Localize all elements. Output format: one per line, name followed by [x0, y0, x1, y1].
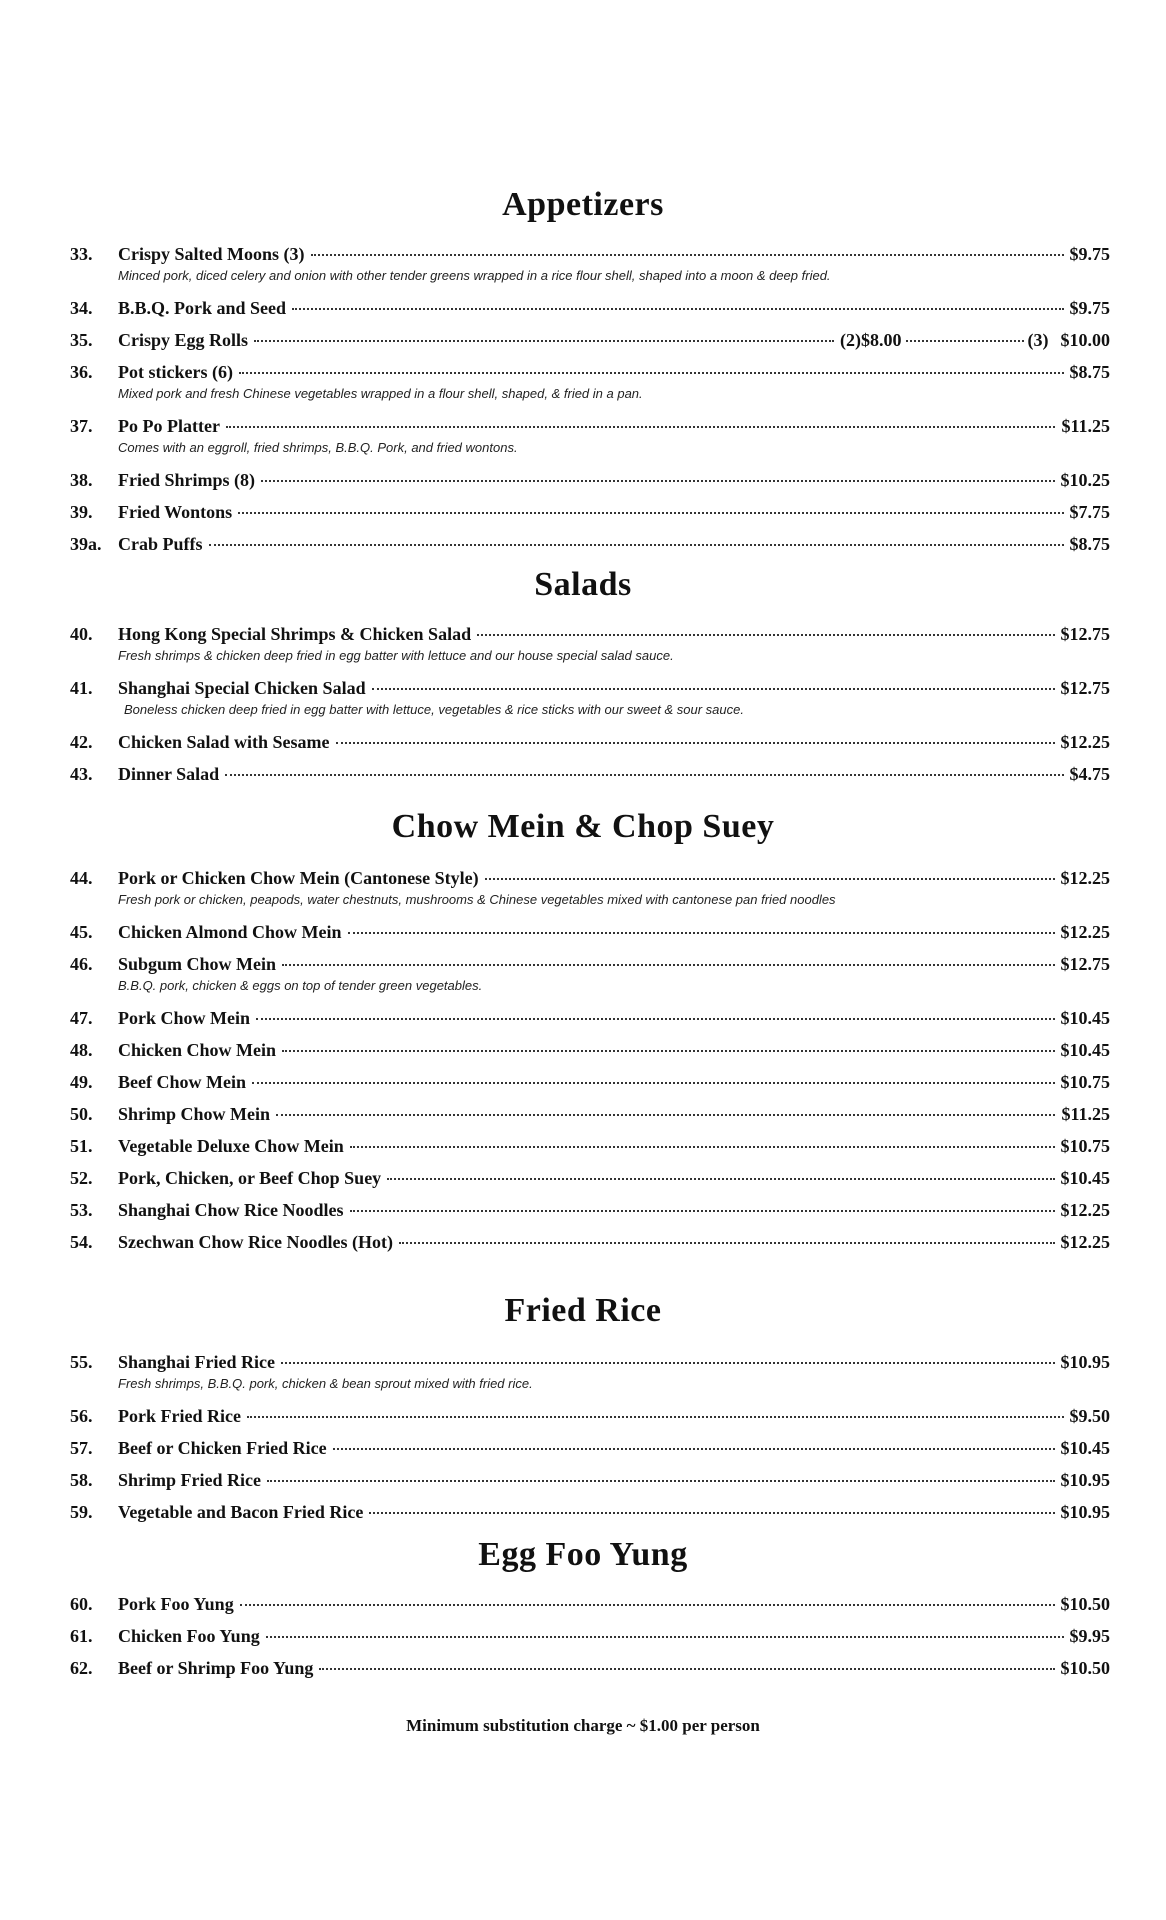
item-name: Pork, Chicken, or Beef Chop Suey	[118, 1168, 382, 1188]
menu-item	[70, 1008, 1110, 1036]
dot-leader	[252, 1082, 1055, 1084]
menu-item	[70, 1232, 1110, 1260]
item-price-large-label: (3)	[1027, 330, 1049, 350]
item-name: Pork Chow Mein	[118, 1008, 250, 1028]
menu-item	[70, 1406, 1110, 1434]
item-number: 38.	[70, 470, 93, 490]
dot-leader	[225, 774, 1063, 776]
dot-leader	[261, 480, 1055, 482]
section-title-salads: Salads	[534, 566, 632, 603]
item-description: B.B.Q. pork, chicken & eggs on top of tender green vegetables.	[118, 978, 483, 993]
item-description: Fresh shrimps, B.B.Q. pork, chicken & bean sprout mixed with fried rice.	[118, 1376, 533, 1391]
item-number: 34.	[70, 298, 93, 318]
section-title-chow-mein: Chow Mein & Chop Suey	[391, 808, 775, 845]
item-name: Crab Puffs	[118, 534, 203, 554]
menu-item	[70, 678, 1110, 717]
item-number: 57.	[70, 1438, 93, 1458]
dot-leader	[282, 1050, 1054, 1052]
item-number: 46.	[70, 954, 93, 974]
dot-leader	[256, 1018, 1055, 1020]
item-price: $10.50	[1060, 1594, 1110, 1614]
section-title-fried-rice: Fried Rice	[504, 1292, 662, 1329]
item-number: 39a.	[70, 534, 102, 554]
item-price: $7.75	[1069, 502, 1110, 522]
dot-leader	[477, 634, 1054, 636]
dot-leader	[281, 1362, 1054, 1364]
item-name: Subgum Chow Mein	[118, 954, 277, 974]
item-price: $12.25	[1060, 1232, 1110, 1252]
item-number: 52.	[70, 1168, 93, 1188]
item-price: $10.45	[1060, 1040, 1110, 1060]
item-description: Mixed pork and fresh Chinese vegetables wrapped in a flour shell, shaped, & fried in a pan.	[118, 386, 643, 401]
item-name: Shrimp Fried Rice	[118, 1470, 261, 1490]
item-price: $12.25	[1060, 732, 1110, 752]
menu-item	[70, 732, 1110, 760]
dot-leader	[276, 1114, 1055, 1116]
dot-leader	[240, 1604, 1055, 1606]
dot-leader	[906, 340, 1024, 342]
item-number: 47.	[70, 1008, 93, 1028]
menu-item	[70, 624, 1110, 663]
menu-item	[70, 1470, 1110, 1498]
item-number: 44.	[70, 868, 93, 888]
item-description: Fresh pork or chicken, peapods, water chestnuts, mushrooms & Chinese vegetables mixed with cantonese pan fried noodles	[118, 892, 836, 907]
item-number: 49.	[70, 1072, 93, 1092]
menu-item	[70, 330, 1110, 358]
menu-item	[70, 416, 1110, 455]
dot-leader	[254, 340, 834, 342]
item-number: 43.	[70, 764, 93, 784]
menu-item	[70, 1658, 1110, 1686]
dot-leader	[292, 308, 1063, 310]
item-number: 61.	[70, 1626, 93, 1646]
dot-leader	[267, 1480, 1055, 1482]
item-number: 39.	[70, 502, 93, 522]
dot-leader	[350, 1146, 1055, 1148]
item-name: Pork Fried Rice	[118, 1406, 241, 1426]
menu-item	[70, 1594, 1110, 1622]
menu-item	[70, 1438, 1110, 1466]
menu-item	[70, 1104, 1110, 1132]
item-number: 37.	[70, 416, 93, 436]
dot-leader	[350, 1210, 1055, 1212]
item-price: $10.00	[1060, 330, 1110, 350]
menu-item	[70, 502, 1110, 530]
menu-item	[70, 1200, 1110, 1228]
item-price: $10.45	[1060, 1438, 1110, 1458]
menu-item	[70, 298, 1110, 326]
item-price: $10.45	[1060, 1168, 1110, 1188]
item-name: Dinner Salad	[118, 764, 220, 784]
item-number: 60.	[70, 1594, 93, 1614]
menu-item	[70, 1072, 1110, 1100]
item-name: Shanghai Chow Rice Noodles	[118, 1200, 344, 1220]
item-number: 54.	[70, 1232, 93, 1252]
substitution-note: Minimum substitution charge ~ $1.00 per person	[406, 1716, 760, 1735]
item-name: Beef Chow Mein	[118, 1072, 246, 1092]
item-number: 42.	[70, 732, 93, 752]
item-name: Po Po Platter	[118, 416, 220, 436]
menu-item	[70, 1040, 1110, 1068]
item-description: Minced pork, diced celery and onion with other tender greens wrapped in a rice flour shell, shaped into a moon & deep fried.	[118, 268, 831, 283]
item-description: Comes with an eggroll, fried shrimps, B.B.Q. Pork, and fried wontons.	[118, 440, 518, 455]
item-name: Crispy Egg Rolls	[118, 330, 249, 350]
menu-item	[70, 1626, 1110, 1654]
item-number: 56.	[70, 1406, 93, 1426]
dot-leader	[319, 1668, 1054, 1670]
item-price: $11.25	[1061, 416, 1110, 436]
item-price: $10.95	[1060, 1352, 1110, 1372]
dot-leader	[333, 1448, 1055, 1450]
dot-leader	[387, 1178, 1054, 1180]
item-number: 41.	[70, 678, 93, 698]
item-price: $10.95	[1060, 1470, 1110, 1490]
item-price: $10.75	[1060, 1072, 1110, 1092]
item-price: $9.95	[1069, 1626, 1110, 1646]
item-name: Pot stickers (6)	[118, 362, 233, 382]
menu-item	[70, 764, 1110, 792]
item-price: $10.95	[1060, 1502, 1110, 1522]
dot-leader	[266, 1636, 1064, 1638]
item-name: Hong Kong Special Shrimps & Chicken Salad	[118, 624, 472, 644]
item-number: 35.	[70, 330, 93, 350]
dot-leader	[399, 1242, 1055, 1244]
menu-item	[70, 954, 1110, 993]
item-number: 51.	[70, 1136, 93, 1156]
item-price: $8.75	[1069, 362, 1110, 382]
item-name: Vegetable Deluxe Chow Mein	[118, 1136, 344, 1156]
item-name: Pork Foo Yung	[118, 1594, 234, 1614]
item-price: $9.50	[1069, 1406, 1110, 1426]
item-price: $10.50	[1060, 1658, 1110, 1678]
item-name: Shanghai Fried Rice	[118, 1352, 276, 1372]
menu-item	[70, 1168, 1110, 1196]
item-price: $12.75	[1060, 678, 1110, 698]
item-price: $9.75	[1069, 298, 1110, 318]
item-number: 36.	[70, 362, 93, 382]
item-price: $10.25	[1060, 470, 1110, 490]
menu-item	[70, 362, 1110, 401]
dot-leader	[348, 932, 1055, 934]
item-price: $9.75	[1069, 244, 1110, 264]
menu-item	[70, 868, 1110, 907]
item-name: Fried Wontons	[118, 502, 233, 522]
item-name: Chicken Salad with Sesame	[118, 732, 330, 752]
item-price: $11.25	[1061, 1104, 1110, 1124]
item-name: Crispy Salted Moons (3)	[118, 244, 305, 264]
item-price: $12.75	[1060, 954, 1110, 974]
item-number: 59.	[70, 1502, 93, 1522]
section-title-egg-foo-yung: Egg Foo Yung	[478, 1536, 688, 1573]
dot-leader	[282, 964, 1054, 966]
dot-leader	[247, 1416, 1064, 1418]
menu-item	[70, 1352, 1110, 1391]
item-name: Chicken Chow Mein	[118, 1040, 277, 1060]
menu-item	[70, 534, 1110, 562]
item-name: Vegetable and Bacon Fried Rice	[118, 1502, 364, 1522]
dot-leader	[239, 372, 1064, 374]
item-description: Fresh shrimps & chicken deep fried in egg batter with lettuce and our house special salad sauce.	[118, 648, 674, 663]
item-name: Beef or Chicken Fried Rice	[118, 1438, 327, 1458]
dot-leader	[209, 544, 1064, 546]
item-name: Beef or Shrimp Foo Yung	[118, 1658, 314, 1678]
item-price: $4.75	[1069, 764, 1110, 784]
item-price: $12.25	[1060, 922, 1110, 942]
dot-leader	[226, 426, 1056, 428]
item-number: 53.	[70, 1200, 93, 1220]
menu-item	[70, 1136, 1110, 1164]
item-name: Chicken Almond Chow Mein	[118, 922, 342, 942]
dot-leader	[336, 742, 1055, 744]
menu-item	[70, 1502, 1110, 1530]
item-price: $12.25	[1060, 1200, 1110, 1220]
item-price-small: (2)$8.00	[840, 330, 902, 350]
item-number: 40.	[70, 624, 93, 644]
item-name: Szechwan Chow Rice Noodles (Hot)	[118, 1232, 393, 1252]
item-name: Pork or Chicken Chow Mein (Cantonese Style)	[118, 868, 479, 888]
dot-leader	[311, 254, 1064, 256]
dot-leader	[485, 878, 1055, 880]
menu-item	[70, 244, 1110, 283]
item-number: 62.	[70, 1658, 93, 1678]
item-price: $12.75	[1060, 624, 1110, 644]
item-description: Boneless chicken deep fried in egg batter with lettuce, vegetables & rice sticks with our sweet & sour sauce.	[124, 702, 744, 717]
menu-item	[70, 922, 1110, 950]
menu-item	[70, 470, 1110, 498]
dot-leader	[238, 512, 1063, 514]
item-number: 58.	[70, 1470, 93, 1490]
dot-leader	[372, 688, 1055, 690]
item-number: 45.	[70, 922, 93, 942]
item-name: Chicken Foo Yung	[118, 1626, 260, 1646]
item-number: 33.	[70, 244, 93, 264]
dot-leader	[369, 1512, 1054, 1514]
item-price: $8.75	[1069, 534, 1110, 554]
item-name: Shrimp Chow Mein	[118, 1104, 271, 1124]
item-number: 55.	[70, 1352, 93, 1372]
item-number: 50.	[70, 1104, 93, 1124]
item-name: Shanghai Special Chicken Salad	[118, 678, 366, 698]
item-price: $10.75	[1060, 1136, 1110, 1156]
item-number: 48.	[70, 1040, 93, 1060]
item-name: Fried Shrimps (8)	[118, 470, 255, 490]
item-name: B.B.Q. Pork and Seed	[118, 298, 287, 318]
item-price: $12.25	[1060, 868, 1110, 888]
item-price: $10.45	[1060, 1008, 1110, 1028]
section-title-appetizers: Appetizers	[502, 186, 664, 223]
